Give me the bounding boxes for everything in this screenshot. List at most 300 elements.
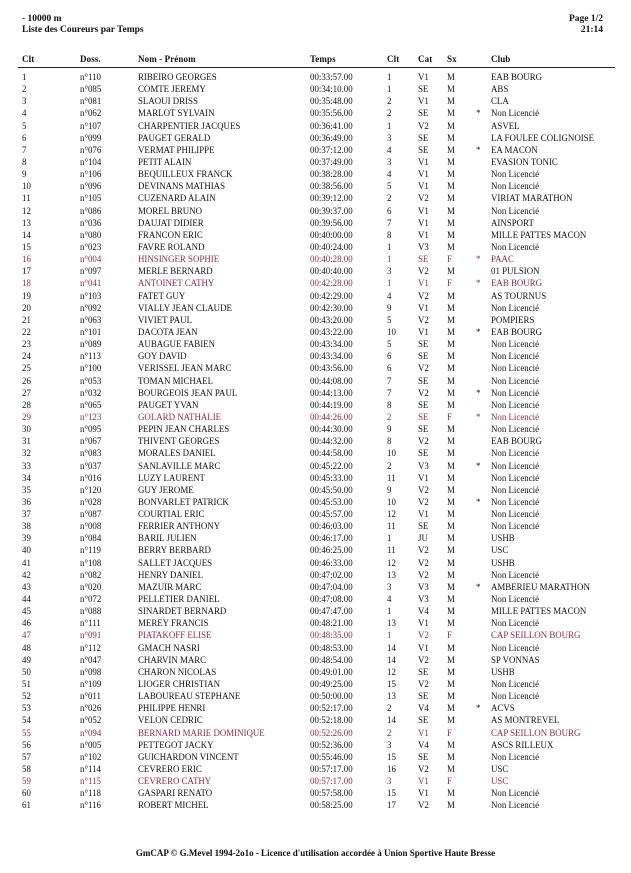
row-time: 00:36:41.00 [310,120,353,131]
row-club: AS TOURNUS [491,290,547,301]
row-rank: 58 [22,764,31,775]
row-category-rank: 1 [387,84,392,95]
row-sex: M [447,594,455,605]
row-dossard: n°094 [80,727,102,738]
row-dossard: n°113 [80,351,101,362]
row-time: 00:43:34.00 [310,351,353,362]
row-category-rank: 9 [387,484,392,495]
row-category-rank: 3 [387,739,392,750]
table-row [0,290,631,302]
row-club: Non Licencié [491,448,540,459]
row-name: VIVIET PAUL [138,314,192,325]
table-row [0,423,631,435]
row-time: 00:46:25.00 [310,545,353,556]
row-rank: 29 [22,411,31,422]
row-club: VIRIAT MARATHON [491,193,573,204]
row-dossard: n°120 [80,484,102,495]
row-category: V1 [418,302,429,313]
row-sex: M [447,241,455,252]
row-rank: 54 [22,715,31,726]
table-row [0,180,631,192]
row-club: USC [491,764,509,775]
row-category-rank: 3 [387,776,392,787]
table-row [0,496,631,508]
row-time: 00:48:35.00 [310,630,353,641]
row-name: PETTEGOT JACKY [138,739,214,750]
col-header-clt: Clt [22,54,35,64]
row-rank: 19 [22,290,31,301]
row-rank: 22 [22,326,31,337]
table-row [0,484,631,496]
row-rank: 44 [22,594,31,605]
row-club: AINSPORT [491,217,534,228]
row-club: USHB [491,533,515,544]
table-row [0,544,631,556]
row-time: 00:40:00.00 [310,229,353,240]
row-category: SE [418,108,429,119]
table-row [0,411,631,423]
table-row [0,375,631,387]
row-dossard: n°115 [80,776,101,787]
row-sex: M [447,533,455,544]
row-club: USC [491,545,509,556]
row-dossard: n°083 [80,448,102,459]
row-club: Non Licencié [491,800,540,811]
row-sex: M [447,108,455,119]
row-rank: 1 [22,72,27,82]
row-dossard: n°028 [80,496,102,507]
row-time: 00:42:30.00 [310,302,353,313]
row-rank: 47 [22,630,31,641]
row-rank: 37 [22,509,31,520]
row-time: 00:46:33.00 [310,557,353,568]
row-category: JU [418,533,428,544]
row-category-rank: 2 [387,193,392,204]
row-category: V2 [418,545,429,556]
row-category-rank: 14 [387,654,396,665]
row-category-rank: 1 [387,72,392,82]
row-time: 00:38:56.00 [310,181,353,192]
row-category-rank: 2 [387,108,392,119]
row-dossard: n°089 [80,339,102,350]
row-rank: 21 [22,314,31,325]
row-category: V3 [418,460,429,471]
row-time: 00:37:12.00 [310,144,353,155]
row-rank: 32 [22,448,31,459]
row-category-rank: 9 [387,302,392,313]
row-category-rank: 4 [387,169,392,180]
row-sex: M [447,205,455,216]
row-category: SE [418,144,429,155]
row-club: Non Licencié [491,205,540,216]
row-time: 00:47:08.00 [310,594,353,605]
row-category-rank: 2 [387,460,392,471]
row-sex: M [447,387,455,398]
row-category-rank: 4 [387,144,392,155]
row-category: V2 [418,266,429,277]
row-category: V1 [418,205,429,216]
row-club: Non Licencié [491,339,540,350]
row-club: ACVS [491,703,515,714]
row-category: V2 [418,314,429,325]
row-mark: * [476,108,481,119]
row-category: SE [418,715,429,726]
row-mark: * [476,278,481,289]
row-category-rank: 11 [387,521,396,532]
row-category-rank: 3 [387,266,392,277]
row-rank: 16 [22,254,31,265]
row-sex: M [447,496,455,507]
header-divider [18,67,615,68]
row-time: 00:40:40.00 [310,266,353,277]
row-name: CEVRERO CATHY [138,776,212,787]
row-category: V1 [418,642,429,653]
report-header-left [22,14,144,36]
row-dossard: n°118 [80,788,101,799]
row-category: V2 [418,630,429,641]
row-mark: * [476,496,481,507]
row-category-rank: 1 [387,254,392,265]
row-club: Non Licencié [491,472,540,483]
row-time: 00:35:48.00 [310,96,353,107]
row-category: V2 [418,436,429,447]
row-sex: M [447,351,455,362]
row-dossard: n°011 [80,691,101,702]
row-name: BARIL JULIEN [138,533,197,544]
row-time: 00:58:25.00 [310,800,353,811]
row-sex: M [447,764,455,775]
row-dossard: n°062 [80,108,102,119]
row-name: CUZENARD ALAIN [138,193,216,204]
row-name: PEPIN JEAN CHARLES [138,424,230,435]
row-name: CEVRERO ERIC [138,764,202,775]
table-row [0,569,631,581]
table-row [0,435,631,447]
results-table [0,71,631,812]
row-category-rank: 10 [387,496,396,507]
row-sex: M [447,569,455,580]
row-dossard: n°107 [80,120,102,131]
row-time: 00:43:34.00 [310,339,353,350]
row-rank: 59 [22,776,31,787]
row-sex: F [447,727,452,738]
row-category: V2 [418,484,429,495]
row-sex: M [447,545,455,556]
table-row [0,302,631,314]
row-sex: M [447,132,455,143]
table-row [0,617,631,629]
row-time: 00:43:22.00 [310,326,353,337]
table-row [0,399,631,411]
row-category: V1 [418,776,429,787]
row-category: V1 [418,618,429,629]
row-category: V4 [418,703,429,714]
row-dossard: n°095 [80,424,102,435]
row-dossard: n°008 [80,521,102,532]
row-category: V4 [418,739,429,750]
table-row [0,727,631,739]
row-club: CAP SEILLON BOURG [491,630,581,641]
row-category: V1 [418,96,429,107]
row-sex: M [447,436,455,447]
row-name: FERRIER ANTHONY [138,521,221,532]
row-rank: 55 [22,727,31,738]
column-headers [0,54,631,66]
row-sex: M [447,72,455,82]
row-club: AMBERIEU MARATHON [491,581,590,592]
row-category: SE [418,132,429,143]
row-club: Non Licencié [491,411,540,422]
row-time: 00:49:25.00 [310,679,353,690]
row-club: CLA [491,96,509,107]
row-name: BERRY BERBARD [138,545,211,556]
table-row [0,83,631,95]
row-dossard: n°091 [80,630,102,641]
row-sex: M [447,484,455,495]
table-row [0,447,631,459]
row-sex: F [447,254,452,265]
row-mark: * [476,144,481,155]
row-name: BOURGEOIS JEAN PAUL [138,387,238,398]
row-club: EVASION TONIC [491,156,558,167]
row-time: 00:57:17.00 [310,764,353,775]
row-club: Non Licencié [491,108,540,119]
row-dossard: n°096 [80,181,102,192]
row-rank: 13 [22,217,31,228]
table-row [0,678,631,690]
row-time: 00:55:46.00 [310,751,353,762]
row-rank: 30 [22,424,31,435]
report-header-right [569,14,603,36]
row-sex: M [447,326,455,337]
row-category-rank: 2 [387,727,392,738]
row-sex: F [447,630,452,641]
row-name: CHARPENTIER JACQUES [138,120,241,131]
col-header-sx: Sx [447,54,457,64]
row-sex: M [447,424,455,435]
table-row [0,799,631,811]
row-time: 00:46:03.00 [310,521,353,532]
row-category: V1 [418,727,429,738]
row-category: V2 [418,496,429,507]
row-dossard: n°036 [80,217,102,228]
row-category-rank: 2 [387,96,392,107]
row-club: 01 PULSION [491,266,540,277]
row-rank: 57 [22,751,31,762]
row-dossard: n°111 [80,618,101,629]
row-dossard: n°098 [80,666,102,677]
row-rank: 52 [22,691,31,702]
row-category-rank: 3 [387,581,392,592]
row-club: PAAC [491,254,514,265]
col-header-clt-cat: Clt [387,54,400,64]
row-mark: * [476,387,481,398]
table-row [0,787,631,799]
row-mark: * [476,460,481,471]
row-category-rank: 3 [387,156,392,167]
row-sex: M [447,521,455,532]
row-category: V1 [418,217,429,228]
table-row [0,472,631,484]
row-category: V1 [418,72,429,82]
row-time: 00:52:18.00 [310,715,353,726]
row-time: 00:49:01.00 [310,666,353,677]
row-name: MORALES DANIEL [138,448,216,459]
row-mark: * [476,581,481,592]
row-category: V1 [418,326,429,337]
table-row [0,241,631,253]
row-name: COMTE JEREMY [138,84,206,95]
race-distance: - 10000 m [22,14,62,24]
row-dossard: n°085 [80,84,102,95]
row-club: MILLE PATTES MACON [491,606,587,617]
row-sex: M [447,666,455,677]
row-sex: M [447,399,455,410]
row-club: Non Licencié [491,594,540,605]
row-dossard: n°105 [80,193,102,204]
row-category-rank: 7 [387,375,392,386]
row-dossard: n°106 [80,169,102,180]
table-row [0,95,631,107]
row-sex: M [447,302,455,313]
row-name: VELON CEDRIC [138,715,203,726]
row-time: 00:43:56.00 [310,363,353,374]
row-rank: 26 [22,375,31,386]
row-category-rank: 1 [387,630,392,641]
row-name: MAZUIR MARC [138,581,202,592]
row-name: MOREL BRUNO [138,205,203,216]
row-category-rank: 4 [387,594,392,605]
row-category: V3 [418,594,429,605]
row-sex: M [447,691,455,702]
row-category: SE [418,375,429,386]
row-category-rank: 2 [387,703,392,714]
table-row [0,338,631,350]
row-dossard: n°067 [80,436,102,447]
row-sex: M [447,472,455,483]
table-row [0,508,631,520]
row-rank: 49 [22,654,31,665]
table-row [0,144,631,156]
row-name: GASPARI RENATO [138,788,213,799]
row-category-rank: 10 [387,326,396,337]
table-row [0,557,631,569]
row-name: DAUJAT DIDIER [138,217,204,228]
row-club: Non Licencié [491,679,540,690]
row-name: GMACH NASRI [138,642,200,653]
row-sex: M [447,751,455,762]
table-row [0,532,631,544]
table-row [0,253,631,265]
row-dossard: n°088 [80,606,102,617]
row-club: Non Licencié [491,424,540,435]
col-header-nom: Nom - Prénom [138,54,196,64]
row-dossard: n°116 [80,800,101,811]
row-club: Non Licencié [491,788,540,799]
row-name: THIVENT GEORGES [138,436,220,447]
row-dossard: n°097 [80,266,102,277]
row-category: SE [418,339,429,350]
row-sex: M [447,557,455,568]
table-row [0,71,631,83]
row-time: 00:39:56.00 [310,217,353,228]
row-name: HINSINGER SOPHIE [138,254,220,265]
row-name: BONVARLET PATRICK [138,496,229,507]
row-time: 00:39:37.00 [310,205,353,216]
row-name: PELLETIER DANIEL [138,594,220,605]
row-club: Non Licencié [491,642,540,653]
row-name: VERMAT PHILIPPE [138,144,215,155]
row-rank: 56 [22,739,31,750]
row-name: GOLARD NATHALIE [138,411,222,422]
row-rank: 36 [22,496,31,507]
table-row [0,156,631,168]
row-dossard: n°100 [80,363,102,374]
row-sex: M [447,448,455,459]
row-dossard: n°041 [80,278,102,289]
row-sex: M [447,703,455,714]
row-rank: 18 [22,278,31,289]
row-club: Non Licencié [491,302,540,313]
row-rank: 11 [22,193,31,204]
row-category: SE [418,254,429,265]
row-rank: 60 [22,788,31,799]
row-category-rank: 13 [387,618,396,629]
row-category-rank: 15 [387,679,396,690]
row-sex: M [447,193,455,204]
table-row [0,120,631,132]
table-row [0,593,631,605]
row-category: V2 [418,800,429,811]
row-sex: F [447,776,452,787]
row-category-rank: 5 [387,181,392,192]
row-club: ASCS RILLEUX [491,739,554,750]
row-club: MILLE PATTES MACON [491,229,587,240]
row-category: SE [418,751,429,762]
row-rank: 53 [22,703,31,714]
row-club: Non Licencié [491,375,540,386]
row-category-rank: 16 [387,764,396,775]
row-category: V3 [418,241,429,252]
row-time: 00:35:56.00 [310,108,353,119]
row-category: V2 [418,120,429,131]
row-rank: 9 [22,169,27,180]
col-header-club: Club [491,54,511,64]
row-club: AS MONTREVEL [491,715,560,726]
row-rank: 42 [22,569,31,580]
row-name: BEQUILLEUX FRANCK [138,169,233,180]
table-row [0,205,631,217]
row-sex: M [447,618,455,629]
row-category: SE [418,691,429,702]
row-time: 00:44:13.00 [310,387,353,398]
row-dossard: n°032 [80,387,102,398]
col-header-cat: Cat [418,54,433,64]
table-row [0,702,631,714]
row-name: PETIT ALAIN [138,156,192,167]
row-sex: M [447,715,455,726]
row-time: 00:52:26.00 [310,727,353,738]
table-row [0,314,631,326]
row-time: 00:57:17.00 [310,776,353,787]
table-row [0,775,631,787]
row-rank: 17 [22,266,31,277]
row-time: 00:39:12.00 [310,193,353,204]
row-category: V2 [418,290,429,301]
row-name: MEREY FRANCIS [138,618,209,629]
row-category-rank: 10 [387,448,396,459]
row-sex: M [447,169,455,180]
